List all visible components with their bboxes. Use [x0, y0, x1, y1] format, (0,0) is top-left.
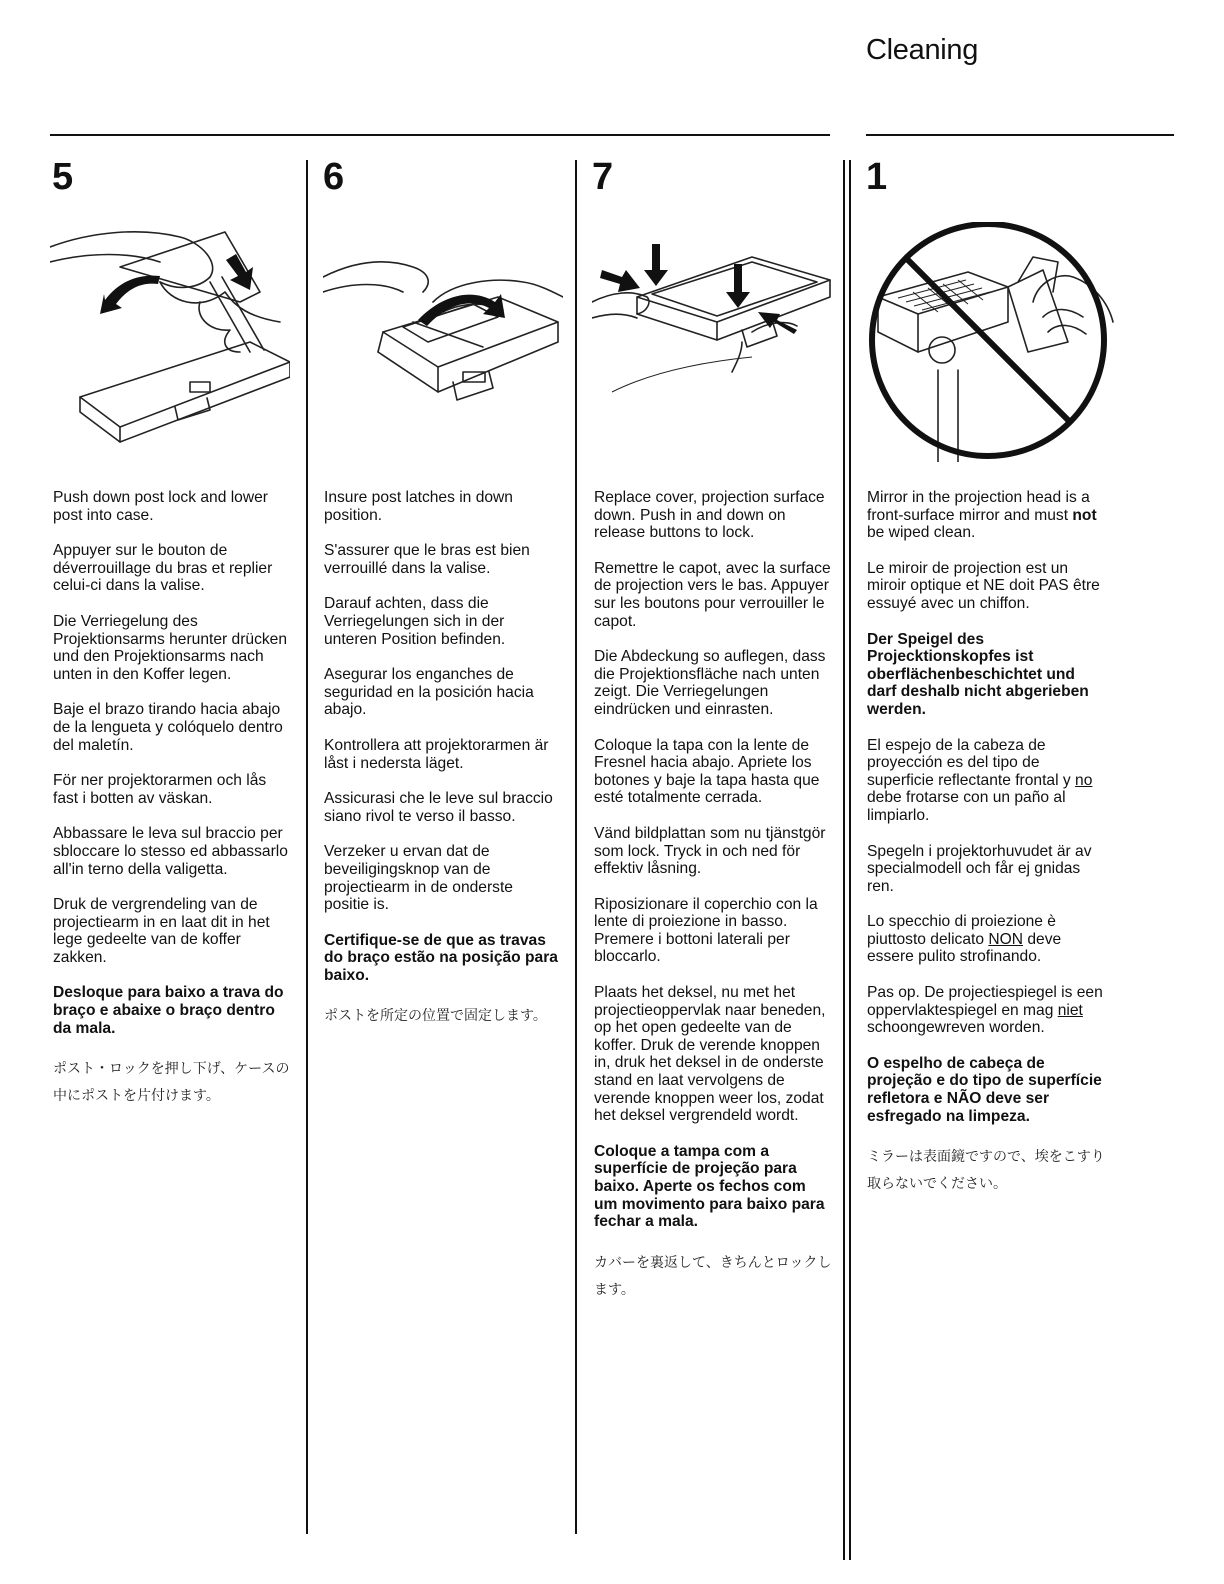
instruction-pt: O espelho de cabeça de projeção e do tipo de superfície refletora e NÃO deve ser esfregado na limpeza.	[867, 1054, 1102, 1125]
instruction-sv: Kontrollera att projektorarmen är låst i nedersta läget.	[324, 736, 549, 772]
top-rule-right	[866, 134, 1174, 136]
column-divider-3b	[849, 160, 851, 1560]
step-number: 5	[52, 156, 74, 198]
instruction-fr: S'assurer que le bras est bien verrouillé dans la valise.	[324, 542, 530, 577]
instruction-ja: ミラーは表面鏡ですので、埃をこすり取らないでください。	[867, 1148, 1105, 1192]
step-cleaning-1-text	[867, 489, 1107, 1215]
instruction-pt: Coloque a tampa com a superfície de projeção para baixo. Aperte os fechos com um movimento para baixo para fechar a mala.	[594, 1142, 825, 1231]
top-rule-left	[50, 134, 830, 136]
step-number: 1	[866, 156, 888, 198]
instruction-es: Coloque la tapa con la lente de Fresnel hacia abajo. Apriete los botones y baje la tapa hasta que esté totalmente cerrada.	[594, 736, 820, 807]
step-6-text	[324, 489, 560, 1047]
illustration-no-wipe-mirror	[858, 222, 1118, 462]
instruction-it: Assicurasi che le leve sul braccio siano rivol te verso il basso.	[324, 790, 553, 825]
instruction-sv: Vänd bildplattan som nu tjänstgör som lock. Tryck in och ned för effektiv låsning.	[594, 824, 826, 878]
instruction-en: Replace cover, projection surface down. Push in and down on release buttons to lock.	[594, 489, 825, 542]
instruction-ja: ポスト・ロックを押し下げ、ケースの中にポストを片付けます。	[53, 1060, 290, 1104]
instruction-en: Insure post latches in down position.	[324, 489, 513, 524]
instruction-sv: Spegeln i projektorhuvudet är av specialmodell och får ej gnidas ren.	[867, 842, 1092, 895]
step-7-text	[594, 489, 832, 1321]
instruction-de: Darauf achten, dass die Verriegelungen sich in der unteren Position befinden.	[324, 595, 506, 648]
instruction-it: Lo specchio di proiezione è piuttosto delicato NON deve essere pulito strofinando.	[867, 913, 1062, 966]
instruction-it: Abbassare le leva sul braccio per sbloccare lo stesso ed abbassarlo all'in terno della valigetta.	[53, 825, 288, 878]
illustration-post-latches	[323, 222, 563, 452]
instruction-nl: Plaats het deksel, nu met het projectieoppervlak naar beneden, op het open gedeelte van de koffer. Druk de verende knoppen in, druk het deksel in de onderste stand en laat vervolgens de verende knoppen weer los, zodat het deksel vergrendeld wordt.	[594, 984, 826, 1125]
step-5-text	[53, 489, 293, 1127]
instruction-es: Asegurar los enganches de seguridad en la posición hacia abajo.	[324, 666, 534, 719]
instruction-en: Push down post lock and lower post into case.	[53, 489, 268, 524]
instruction-es: Baje el brazo tirando hacia abajo de la lengueta y colóquelo dentro del maletín.	[53, 701, 283, 754]
instruction-it: Riposizionare il coperchio con la lente di proiezione in basso. Premere i bottoni laterali per bloccarlo.	[594, 895, 818, 966]
page-title: Cleaning	[866, 34, 979, 66]
instruction-es: El espejo de la cabeza de proyección es del tipo de superficie reflectante frontal y no debe frotarse con un paño al limpiarlo.	[867, 736, 1093, 824]
instruction-ja: ポストを所定の位置で固定します。	[324, 1007, 547, 1024]
instruction-fr: Remettre le capot, avec la surface de projection vers le bas. Appuyer sur les boutons pour verrouiller le capot.	[594, 559, 831, 630]
step-number: 6	[323, 156, 345, 198]
instruction-sv: För ner projektorarmen och lås fast i botten av väskan.	[53, 772, 267, 807]
illustration-lower-post	[50, 222, 290, 452]
column-divider-1	[306, 160, 308, 1534]
column-divider-3a	[843, 160, 845, 1560]
instruction-de: Die Verriegelung des Projektionsarms herunter drücken und den Projektionsarms nach unten in den Koffer legen.	[53, 612, 288, 683]
instruction-ja: カバーを裏返して、きちんとロックします。	[594, 1253, 832, 1297]
instruction-de: Die Abdeckung so auflegen, dass die Projektionsfläche nach unten zeigt. Die Verriegelungen eindrücken und einrasten.	[594, 648, 826, 718]
instruction-nl: Pas op. De projectiespiegel is een oppervlaktespiegel en mag niet schoongewreven worden.	[867, 984, 1103, 1037]
instruction-nl: Druk de vergrendeling van de projectiearm in en laat dit in het lege gedeelte van de koffer zakken.	[53, 896, 270, 966]
instruction-pt: Desloque para baixo a trava do braço e abaixe o braço dentro da mala.	[53, 984, 284, 1037]
instruction-fr: Le miroir de projection est un miroir optique et NE doit PAS être essuyé avec un chiffon.	[867, 559, 1100, 612]
instruction-en: Mirror in the projection head is a front-surface mirror and must not be wiped clean.	[867, 489, 1097, 542]
column-divider-2	[575, 160, 577, 1534]
instruction-de: Der Speigel des Projecktionskopfes ist oberflächenbeschichtet und darf deshalb nicht abgerieben werden.	[867, 630, 1089, 718]
instruction-fr: Appuyer sur le bouton de déverrouillage du bras et replier celui-ci dans la valise.	[53, 542, 273, 595]
instruction-nl: Verzeker u ervan dat de beveiligingsknop van de projectiearm in de onderste positie is.	[324, 843, 513, 914]
step-number: 7	[592, 156, 614, 198]
instruction-pt: Certifique-se de que as travas do braço estão na posição para baixo.	[324, 931, 558, 984]
illustration-release-buttons	[592, 222, 832, 452]
